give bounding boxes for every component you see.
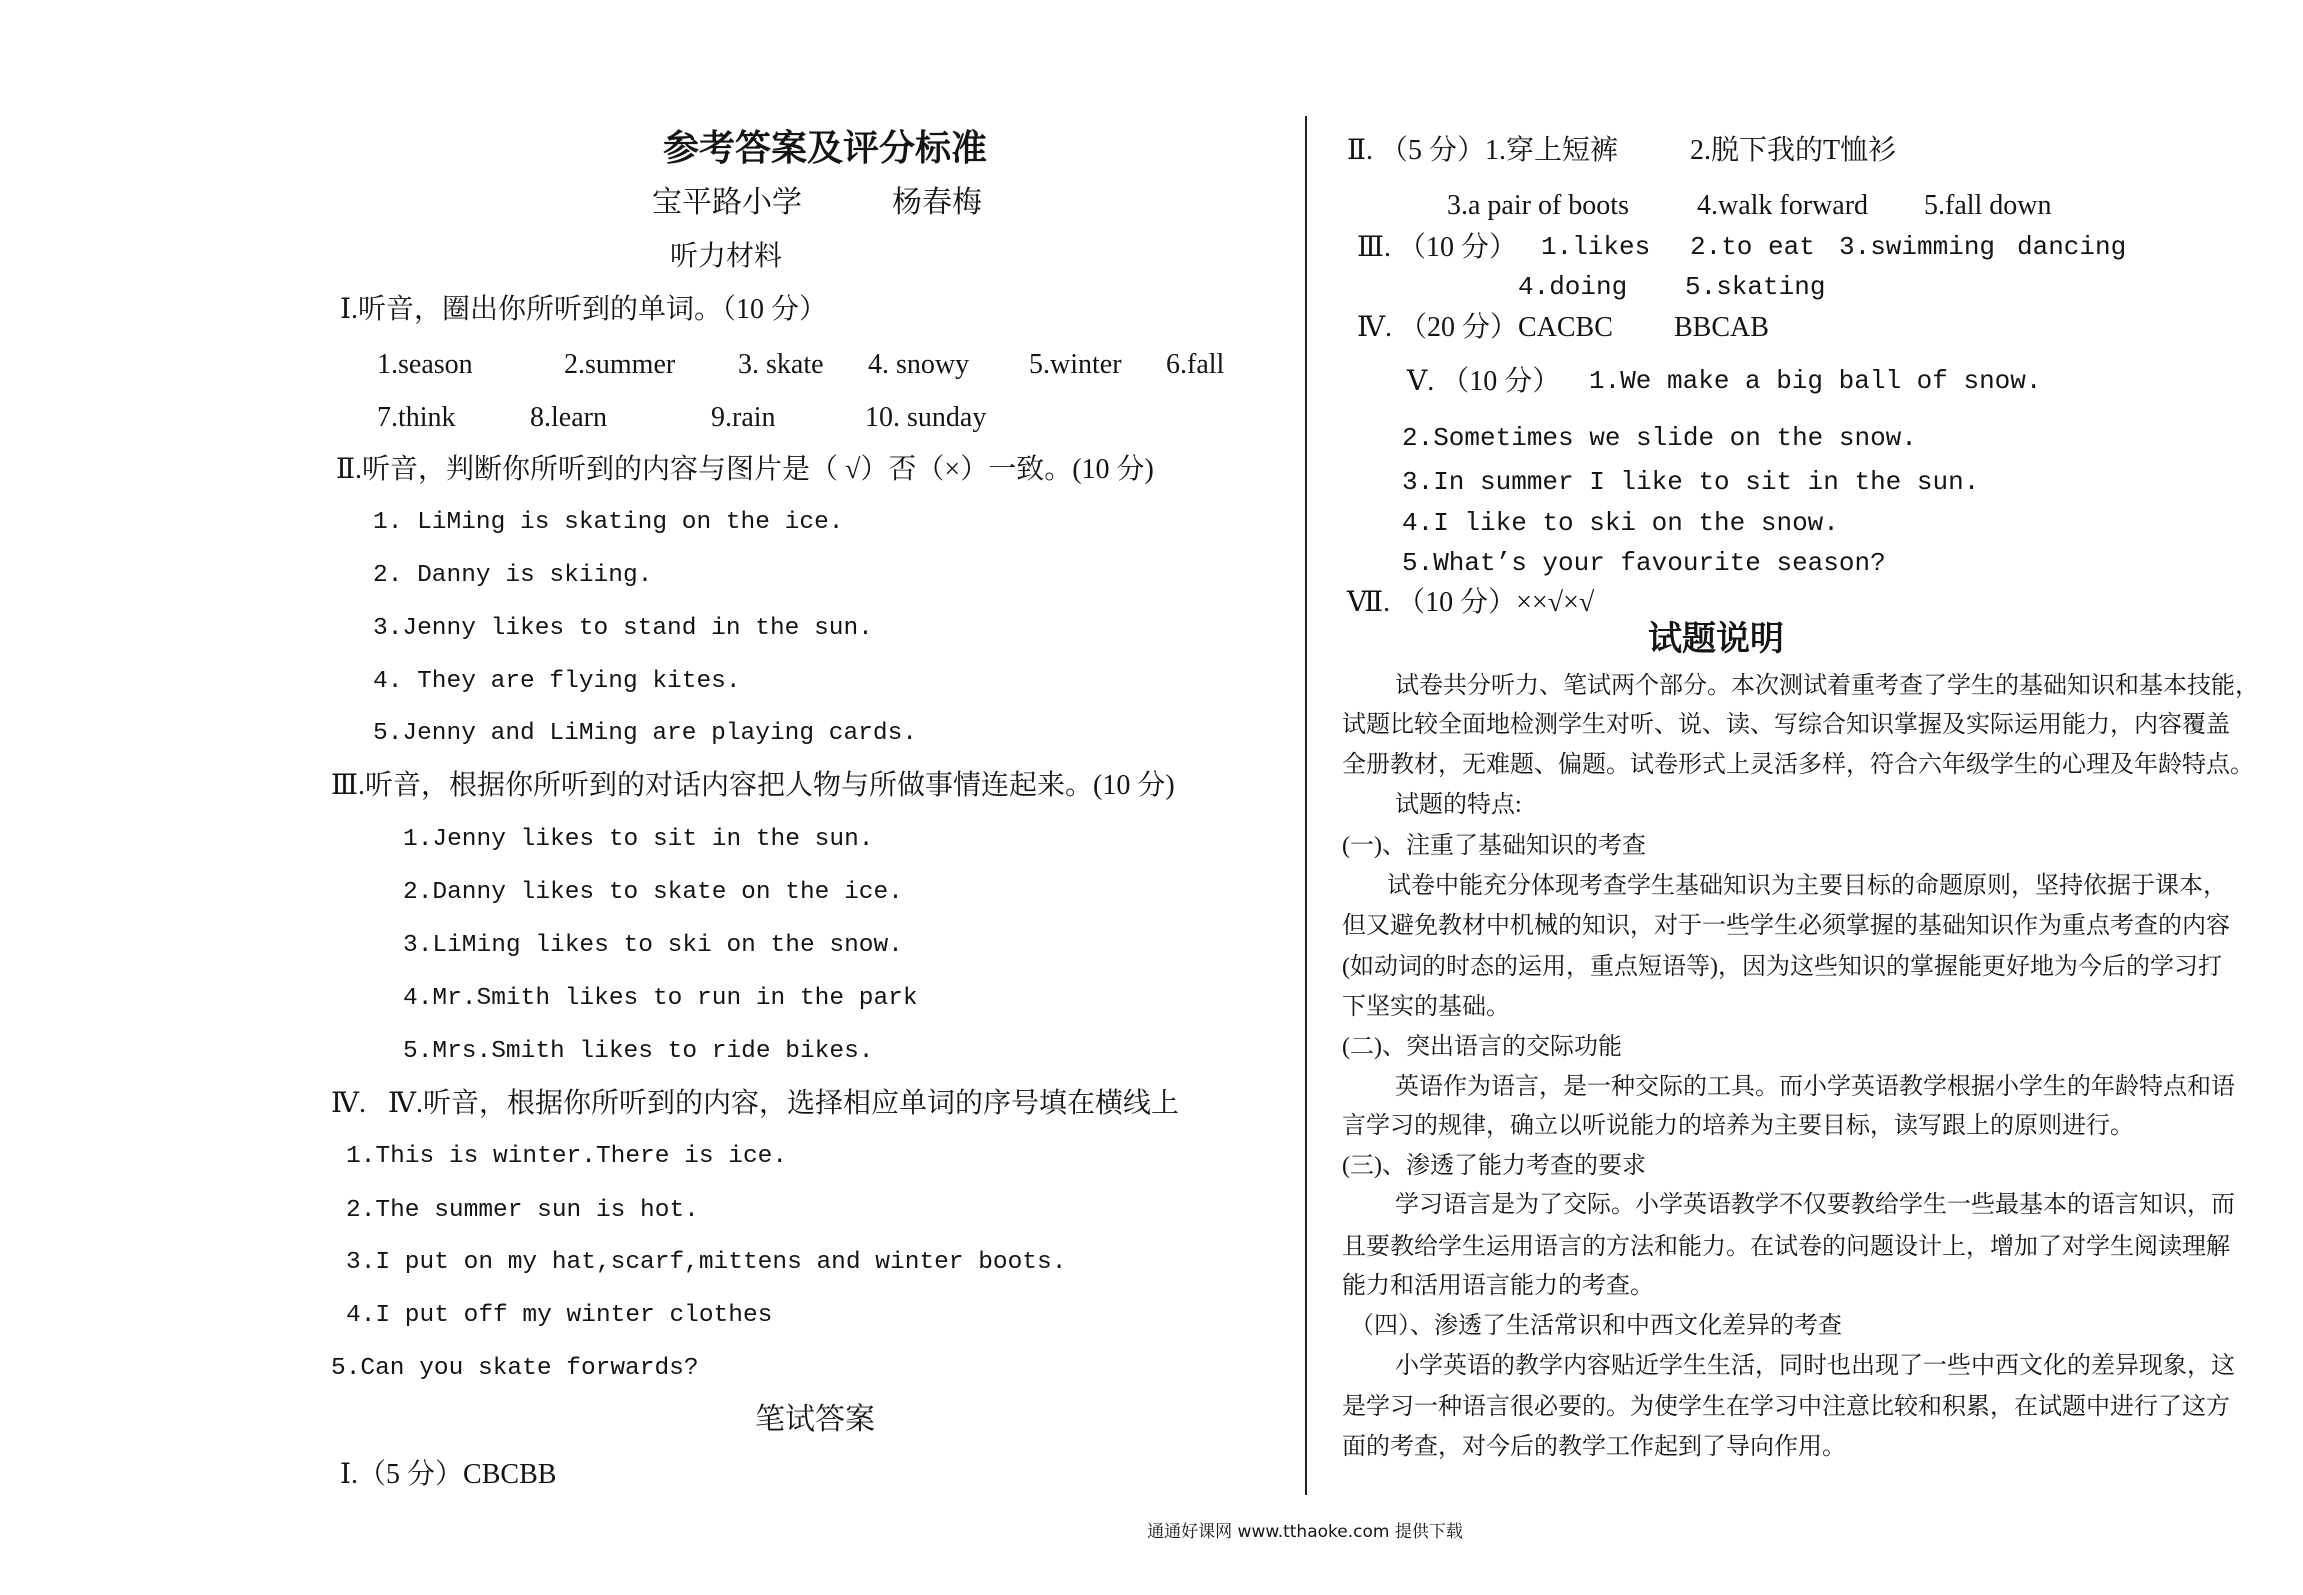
- page-footer: 通通好课网 www.tthaoke.com 提供下载: [1147, 1522, 1463, 1542]
- column-divider: [1305, 116, 1307, 1495]
- notes-line: 面的考查，对今后的教学工作起到了导向作用。: [1342, 1434, 1846, 1460]
- sentence-line: 2.Sometimes we slide on the snow.: [1402, 423, 1917, 453]
- notes-subheading: (一)、注重了基础知识的考查: [1342, 833, 1646, 859]
- answer-item: 2.to eat: [1690, 232, 1815, 262]
- word-item: 3. skate: [738, 349, 824, 380]
- sentence-line: 2.The summer sun is hot.: [346, 1197, 699, 1224]
- sentence-line: 3.LiMing likes to ski on the snow.: [403, 932, 903, 959]
- sentence-line: 1.We make a big ball of snow.: [1589, 366, 2042, 396]
- answer-item: 2.脱下我的T恤衫: [1690, 135, 1897, 166]
- written-part4-label: Ⅳ. （20 分）CACBC: [1357, 312, 1613, 343]
- sentence-line: 4.I put off my winter clothes: [346, 1302, 773, 1329]
- answer-item: 4.doing: [1518, 272, 1628, 302]
- notes-line: 试卷共分听力、笔试两个部分。本次测试着重考查了学生的基础知识和基本技能，: [1395, 673, 2259, 699]
- notes-line: 试题比较全面地检测学生对听、说、读、写综合知识掌握及实际运用能力，内容覆盖: [1342, 712, 2230, 738]
- answer-item: 3.a pair of boots: [1447, 190, 1629, 221]
- notes-subheading: (三)、渗透了能力考查的要求: [1342, 1153, 1646, 1179]
- word-item: 5.winter: [1029, 349, 1122, 380]
- sentence-line: 3.I put on my hat,scarf,mittens and winter boots.: [346, 1249, 1067, 1276]
- sentence-line: 5.Can you skate forwards?: [331, 1355, 699, 1382]
- listening-part2-heading: Ⅱ.听音，判断你所听到的内容与图片是（ √）否（×）一致。(10 分): [336, 454, 1154, 485]
- notes-title: 试题说明: [1648, 621, 1784, 658]
- sentence-line: 4.I like to ski on the snow.: [1402, 508, 1839, 538]
- document-title: 参考答案及评分标准: [662, 128, 987, 168]
- sentence-line: 1.This is winter.There is ice.: [346, 1143, 788, 1170]
- listening-part4-number: Ⅳ.: [331, 1088, 366, 1119]
- answer-item: 3.swimming: [1839, 232, 1996, 262]
- notes-line: 英语作为语言，是一种交际的工具。而小学英语教学根据小学生的年龄特点和语: [1395, 1074, 2235, 1100]
- sentence-line: 3.Jenny likes to stand in the sun.: [373, 615, 873, 642]
- sentence-line: 1.Jenny likes to sit in the sun.: [403, 826, 874, 853]
- word-item: 4. snowy: [868, 349, 970, 380]
- sentence-line: 4. They are flying kites.: [373, 668, 741, 695]
- notes-line: (如动词的时态的运用，重点短语等)，因为这些知识的掌握能更好地为今后的学习打: [1342, 954, 2222, 980]
- sentence-line: 4.Mr.Smith likes to run in the park: [403, 985, 918, 1012]
- word-item: 1.season: [377, 349, 473, 380]
- notes-line: 但又避免教材中机械的知识，对于一些学生必须掌握的基础知识作为重点考查的内容: [1342, 913, 2230, 939]
- answer-item: 5.fall down: [1924, 190, 2052, 221]
- written-part2-label: Ⅱ. （5 分）1.穿上短裤: [1347, 135, 1619, 166]
- sentence-line: 5.Jenny and LiMing are playing cards.: [373, 720, 917, 747]
- notes-line: 能力和活用语言能力的考查。: [1342, 1273, 1654, 1299]
- notes-line: 小学英语的教学内容贴近学生生活，同时也出现了一些中西文化的差异现象，这: [1395, 1353, 2235, 1379]
- sentence-line: 2.Danny likes to skate on the ice.: [403, 879, 903, 906]
- word-item: 6.fall: [1166, 349, 1225, 380]
- answer-item: dancing: [2017, 232, 2127, 262]
- notes-line: 且要教给学生运用语言的方法和能力。在试卷的问题设计上，增加了对学生阅读理解: [1342, 1234, 2230, 1260]
- notes-line: 试题的特点:: [1395, 792, 1522, 818]
- listening-part1-heading: Ⅰ.听音，圈出你所听到的单词。（10 分）: [340, 294, 828, 325]
- written-part5-label: Ⅴ. （10 分）: [1407, 366, 1561, 397]
- school-name: 宝平路小学: [652, 186, 802, 219]
- sentence-line: 5.What’s your favourite season?: [1402, 548, 1886, 578]
- notes-line: 全册教材，无难题、偏题。试卷形式上灵活多样，符合六年级学生的心理及年龄特点。: [1342, 752, 2254, 778]
- sentence-line: 3.In summer I like to sit in the sun.: [1402, 467, 1980, 497]
- answer-item: 1.likes: [1541, 232, 1651, 262]
- notes-subheading: （四）、渗透了生活常识和中西文化差异的考查: [1350, 1313, 1842, 1339]
- listening-part3-heading: Ⅲ.听音，根据你所听到的对话内容把人物与所做事情连起来。(10 分): [331, 770, 1175, 801]
- notes-line: 言学习的规律，确立以听说能力的培养为主要目标，读写跟上的原则进行。: [1342, 1113, 2134, 1139]
- author-name: 杨春梅: [892, 186, 982, 219]
- listening-part4-heading: Ⅳ.听音，根据你所听到的内容，选择相应单词的序号填在横线上: [388, 1088, 1179, 1119]
- word-item: 10. sunday: [865, 402, 987, 433]
- notes-subheading: (二)、突出语言的交际功能: [1342, 1034, 1622, 1060]
- sentence-line: 2. Danny is skiing.: [373, 562, 653, 589]
- notes-line: 学习语言是为了交际。小学英语教学不仅要教给学生一些最基本的语言知识，而: [1395, 1192, 2235, 1218]
- written-part1-answer: Ⅰ.（5 分）CBCBB: [340, 1459, 557, 1490]
- word-item: 2.summer: [564, 349, 676, 380]
- answer-item: 5.skating: [1685, 272, 1826, 302]
- word-item: 8.learn: [530, 402, 607, 433]
- written-section-title: 笔试答案: [755, 1403, 875, 1436]
- sentence-line: 5.Mrs.Smith likes to ride bikes.: [403, 1038, 874, 1065]
- word-item: 9.rain: [711, 402, 776, 433]
- written-part3-label: Ⅲ. （10 分）: [1357, 232, 1518, 263]
- listening-section-title: 听力材料: [670, 241, 783, 272]
- written-part7-answer: Ⅶ. （10 分）××√×√: [1347, 587, 1595, 618]
- answer-item: BBCAB: [1674, 312, 1769, 343]
- notes-line: 是学习一种语言很必要的。为使学生在学习中注意比较和积累，在试题中进行了这方: [1342, 1394, 2230, 1420]
- answer-item: 4.walk forward: [1697, 190, 1869, 221]
- word-item: 7.think: [377, 402, 456, 433]
- sentence-line: 1. LiMing is skating on the ice.: [373, 509, 844, 536]
- notes-line: 下坚实的基础。: [1342, 994, 1510, 1020]
- notes-line: 试卷中能充分体现考查学生基础知识为主要目标的命题原则，坚持依据于课本，: [1387, 873, 2227, 899]
